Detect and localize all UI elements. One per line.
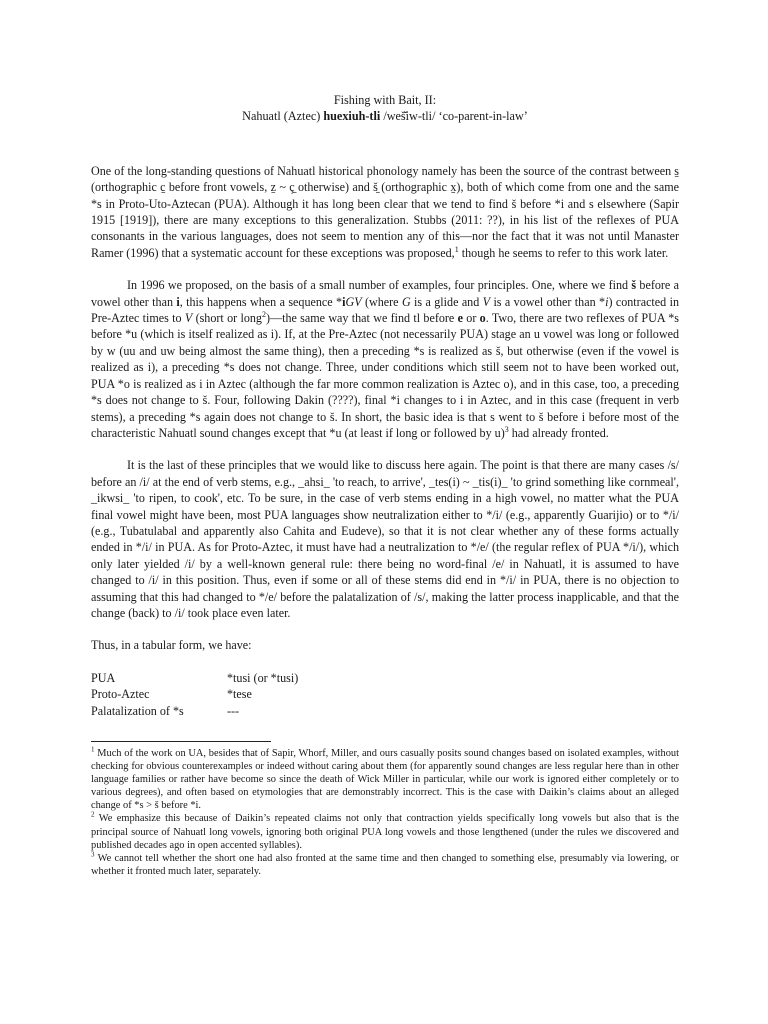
footnote-ref-2[interactable]: 2 — [261, 310, 266, 320]
footnote-ref-1[interactable]: 1 — [454, 244, 459, 254]
title-block — [91, 92, 679, 125]
table-row-value: *tusi (or *tusi) — [227, 670, 299, 685]
footnote-2 — [91, 812, 679, 851]
p2-text: (where — [361, 294, 402, 309]
p2-italic: i — [605, 294, 609, 309]
p2-text: (short or long — [192, 311, 262, 326]
table-row-value: --- — [227, 703, 240, 718]
p2-italic: V — [482, 294, 491, 309]
paragraph-4: Thus, in a tabular form, we have: — [91, 638, 252, 653]
p2-bold: o — [479, 311, 486, 326]
footnote-3-number: 3 — [91, 850, 95, 859]
p2-bold: i — [342, 294, 346, 309]
footnote-1-text: Much of the work on UA, besides that of Sapir, Whorf, Miller, and ours casually posits sound changes based on isolated examples, without checking for obvious counterexamples or indeed without caring about them (for apparently sound changes are less regular here than in other language families or rather have become so since the death of Wick Miller in particular, while our work is ignored either completely or to various degrees), and often based on etymologies that are demonstrably incorrect. This is the case with Daikin’s claims about an alleged change of *s > š before *i. — [91, 748, 679, 812]
table-row-label: PUA — [91, 670, 116, 685]
document-page — [91, 92, 679, 878]
title-line-2 — [91, 108, 679, 124]
p2-text: , this happens when a sequence * — [179, 294, 343, 309]
p2-text: . Two, there are two reflexes of PUA *s before *u (which is itself realized as i). If, at the Pre-Aztec (not necessarily PUA) stage an u vowel was long or followed by w (uu and uw being almost the same thing), then a preceding *s is realized as š, but otherwise (even if the vowel is realized as i), a preceding *s does not change. Three, under conditions which still seem not to have been worked out, PUA *o is realized as i in Aztec (although the far more common realization is Aztec o), and in this case, too, a preceding *s does not change to š. Four, following Dakin (????), final *i changes to i in Aztec, and in this case (frequent in verb stems), a preceding *s again does not change to š. In short, the basic idea is that s went to š before i before most of the characteristic Nahuatl sound changes except that *u (at least if long or followed by u) — [91, 311, 679, 440]
footnote-1 — [91, 747, 679, 812]
footnote-3 — [91, 852, 679, 878]
p2-bold: i — [176, 294, 180, 309]
p2-text: )—the same way that we find tl before — [265, 311, 458, 326]
title-gloss: /weš̌iw-tli/ ‘co-parent-in-law’ — [380, 109, 528, 124]
p2-text: is a glide and — [410, 294, 483, 309]
paragraph-1-text: One of the long-standing questions of Nahuatl historical phonology namely has been the source of the contrast between s̱ (orthographic c̱ before front vowels, ẕ ~ ç̱ otherwise) and š̱ (orthographic x̱), both of which come from one and the same *s in Proto-Uto-Aztecan (PUA). Although it has long been clear that we tend to find š before *i and s elsewhere (Sapir 1915 [1919]), there are many exceptions to this generalization. Stubbs (2011: ??), in his list of the reflexes of PUA consonants in the various languages, does not seem to mention any of this—nor the fact that it was not until Manaster Ramer (1996) that a systematic account for these exceptions was proposed, — [91, 163, 679, 260]
p2-text: had already fronted. — [508, 425, 609, 440]
paragraph-1 — [91, 163, 679, 261]
title-headword: huexiuh-tli — [323, 109, 381, 124]
p2-bold: š — [631, 278, 637, 293]
p2-bold: e — [457, 311, 463, 326]
paragraph-3: It is the last of these principles that we would like to discuss here again. The point is that there are many cases /s/ before an /i/ at the end of verb stems, e.g., _ahsi_ 'to reach, to arrive', _tes(i) ~ _tis(i)_ 'to grind something like cornmeal', _ikwsi_ 'to ripen, to cook', etc. To be sure, in the case of verb stems ending in a high vowel, no matter what the PUA final vowel might have been, most PUA languages show neutralization either to */i/ (e.g., apparently Guarijio) or to */i/ (e.g., Tubatulabal and apparently also Cahita and Eudeve), so that it is not clear whether any of these forms actually ended in */i/ in PUA. As for Proto-Aztec, it must have had a neutralization to */e/ (the regular reflex of PUA */i/), which only later yielded /i/ by a well-known general rule: there being no word-final /e/ in Nahuatl, it is assumed to have changed to /i/ in this position. Thus, even if some or all of these stems did end in */i/ in PUA, there is no objection to assuming that this had changed to */e/ before the palatalization of /s/, making the latter process inapplicable, and that the change (back) to /i/ took place even later. — [91, 458, 679, 620]
table-row — [91, 686, 679, 702]
p2-italic: V — [184, 311, 193, 326]
table-row-label: Proto-Aztec — [91, 687, 150, 702]
paragraph-1-tail: though he seems to refer to this work later. — [458, 245, 669, 260]
p2-italic: GV — [345, 294, 362, 309]
footnote-ref-3[interactable]: 3 — [504, 424, 509, 434]
paragraph-2 — [91, 277, 679, 441]
footnote-2-number: 2 — [91, 811, 95, 819]
footnote-3-text: We cannot tell whether the short one had also fronted at the same time and then changed to something else, presumably via lowering, or whether it fronted much later, separately. — [91, 852, 679, 877]
p2-text: or — [462, 311, 480, 326]
table-row — [91, 703, 679, 719]
p2-text: before a vowel other than — [91, 278, 679, 309]
sound-change-table — [91, 670, 679, 719]
footnote-1-number: 1 — [91, 745, 95, 754]
p2-italic: G — [401, 294, 411, 309]
title-line-1: Fishing with Bait, II: — [333, 93, 437, 107]
p2-text: In 1996 we proposed, on the basis of a small number of examples, four principles. One, where we find — [127, 278, 632, 293]
table-row — [91, 670, 679, 686]
table-row-value: *tese — [227, 687, 252, 702]
title-prefix: Nahuatl (Aztec) — [242, 109, 324, 124]
footnote-2-text: We emphasize this because of Daikin’s repeated claims not only that contraction yields specifically long vowels but also that is the principal source of Nahuatl long vowels, ignoring both original PUA long vowels and those lengthened (under the rules we discovered and published decades ago in open accented syllables). — [91, 813, 679, 851]
p2-text: ) contracted in Pre-Aztec times to — [91, 294, 679, 326]
table-row-label: Palatalization of *s — [91, 703, 184, 718]
p2-text: is a vowel other than * — [490, 294, 606, 309]
